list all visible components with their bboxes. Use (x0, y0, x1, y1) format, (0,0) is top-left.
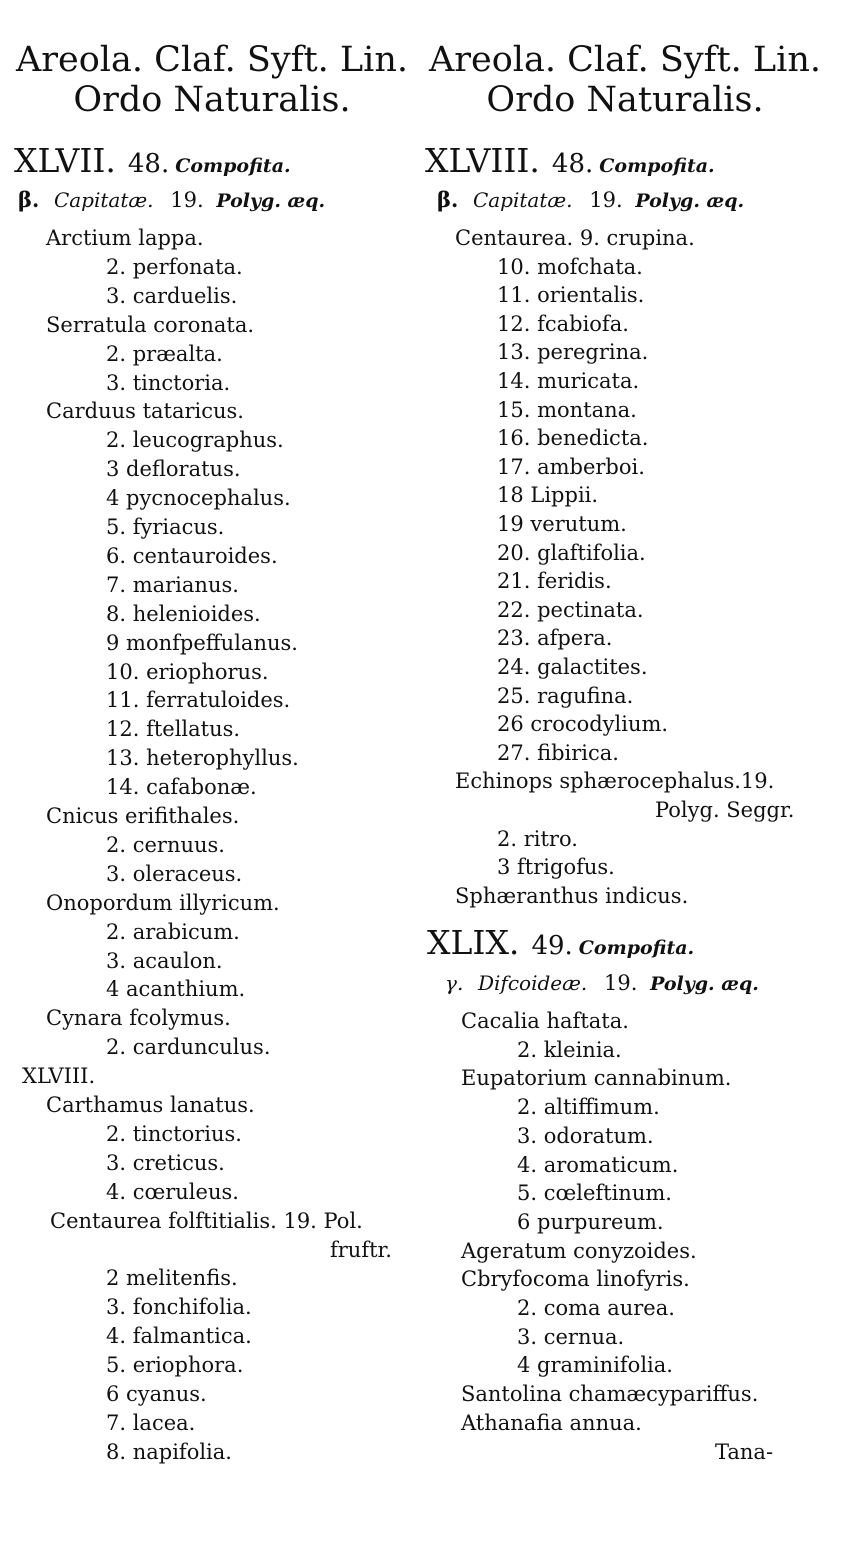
list-item: 9 monfpeffulanus. (106, 630, 298, 655)
list-item: 19 verutum. (497, 512, 627, 536)
list-item: 8. helenioides. (106, 601, 261, 626)
left-header-line1: Areola. Claf. Syft. Lin. (15, 40, 409, 80)
list-item: Arctium lappa. (46, 226, 204, 250)
right-header-line1: Areola. Claf. Syft. Lin. (428, 40, 822, 80)
list-item: 24. galactites. (497, 655, 648, 679)
list-item: 3 defloratus. (106, 457, 241, 482)
list-item: 3. fonchifolia. (106, 1295, 252, 1320)
list-item: Ageratum conyzoides. (461, 1238, 697, 1263)
list-item: Cacalia haftata. (461, 1009, 629, 1033)
right-section2-title: XLIX. 49. Compofita. (427, 923, 695, 962)
left-section-subtitle: β. Capitatæ. 19. Polyg. æq. (18, 187, 326, 212)
list-item: Centaurea. 9. crupina. (455, 226, 695, 250)
list-item: 2. tinctorius. (106, 1121, 242, 1146)
list-item: 3 ftrigofus. (497, 855, 615, 880)
list-item: 11. ferratuloides. (106, 688, 291, 713)
right-section1-subtitle: β. Capitatæ. 19. Polyg. æq. (437, 187, 745, 212)
list-item: 18 Lippii. (497, 483, 599, 508)
list-item: 2. leucographus. (106, 428, 284, 453)
list-item: Onopordum illyricum. (46, 890, 280, 915)
list-item: 11. orientalis. (497, 283, 645, 308)
list-item: 6. centauroides. (106, 543, 278, 568)
list-item: 3. creticus. (106, 1150, 225, 1175)
list-item: 3. cernua. (517, 1324, 625, 1349)
list-item: 4 graminifolia. (517, 1353, 673, 1378)
list-item: 4. falmantica. (106, 1324, 252, 1349)
list-item: 16. benedicta. (497, 426, 649, 451)
list-item: 5. cœleftinum. (517, 1181, 672, 1206)
list-item: 12. fcabiofa. (497, 311, 629, 336)
list-item: 17. amberboi. (497, 454, 645, 479)
list-item: Echinops sphærocephalus.19. (455, 769, 775, 794)
list-item: Cnicus erifithales. (46, 804, 240, 828)
list-item: 2. ritro. (497, 826, 578, 851)
list-item: Carduus tataricus. (46, 399, 244, 424)
list-item: 2. perfonata. (106, 254, 243, 279)
right-header (425, 40, 825, 120)
list-item: 27. fibirica. (497, 740, 619, 765)
list-item: 2 melitenfis. (106, 1266, 238, 1291)
list-item: 25. ragufina. (497, 683, 634, 708)
list-item: Athanafia annua. (461, 1410, 642, 1435)
list-item: 13. heterophyllus. (106, 746, 299, 771)
left-section-title: XLVII. 48. Compofita. (14, 141, 291, 180)
list-item: 3. oleraceus. (106, 861, 243, 886)
left-column (0, 0, 420, 1560)
list-item: 2. coma aurea. (517, 1296, 675, 1320)
list-item: Carthamus lanatus. (46, 1093, 255, 1117)
list-item: 2. cardunculus. (106, 1035, 271, 1060)
list-item: 2. cernuus. (106, 832, 225, 857)
list-item: 8. napifolia. (106, 1439, 232, 1464)
list-item: 5. fyriacus. (106, 515, 225, 539)
list-item: 3. odoratum. (517, 1123, 654, 1148)
list-item: 3. carduelis. (106, 283, 238, 308)
list-item: 22. pectinata. (497, 597, 644, 622)
list-item: 23. afpera. (497, 626, 613, 651)
list-item: Tana- (715, 1439, 774, 1464)
right-section1-title: XLVIII. 48. Compofita. (425, 141, 715, 180)
list-item: Polyg. Seggr. (655, 798, 795, 822)
list-item: 2. arabicum. (106, 919, 240, 944)
list-item: 2. præalta. (106, 341, 223, 366)
list-item: 2. kleinia. (517, 1037, 622, 1062)
list-item: 7. lacea. (106, 1410, 196, 1435)
list-item: 4 acanthium. (106, 977, 246, 1002)
list-item: 14. muricata. (497, 369, 640, 393)
list-item: 5. eriophora. (106, 1353, 244, 1378)
list-item: XLVIII. (22, 1064, 96, 1089)
list-item: 4. aromaticum. (517, 1152, 679, 1177)
list-item: Eupatorium cannabinum. (461, 1066, 732, 1091)
right-section2-subtitle: γ. Difcoideæ. 19. Polyg. æq. (445, 971, 759, 995)
list-item: Centaurea folftitialis. 19. Pol. (50, 1208, 363, 1233)
list-item: 4. cœruleus. (106, 1179, 239, 1204)
list-item: 4 pycnocephalus. (106, 486, 291, 511)
list-item: 10. eriophorus. (106, 659, 269, 684)
list-item: Sphæranthus indicus. (455, 883, 689, 908)
list-item: 20. glaftifolia. (497, 540, 646, 565)
right-column (425, 0, 845, 1560)
list-item: 6 purpureum. (517, 1209, 664, 1234)
list-item: 14. cafabonæ. (106, 775, 257, 800)
list-item: 15. montana. (497, 397, 637, 422)
list-item: 21. feridis. (497, 569, 612, 594)
list-item: 26 crocodylium. (497, 712, 669, 737)
list-item: 2. altiffimum. (517, 1095, 660, 1120)
list-item: 12. ftellatus. (106, 717, 241, 742)
list-item: Cbryfocoma linofyris. (461, 1267, 690, 1292)
list-item: 10. mofchata. (497, 254, 643, 279)
list-item: 3. tinctoria. (106, 370, 231, 395)
left-header-line2: Ordo Naturalis. (73, 80, 351, 120)
list-item: fruftr. (330, 1237, 392, 1262)
list-item: 13. peregrina. (497, 340, 649, 365)
left-header (12, 40, 412, 120)
list-item: Santolina chamæcypariffus. (461, 1382, 759, 1407)
list-item: Cynara fcolymus. (46, 1006, 231, 1031)
list-item: Serratula coronata. (46, 312, 255, 337)
list-item: 6 cyanus. (106, 1382, 207, 1406)
right-header-line2: Ordo Naturalis. (486, 80, 764, 120)
list-item: 3. acaulon. (106, 948, 223, 973)
list-item: 7. marianus. (106, 572, 239, 597)
